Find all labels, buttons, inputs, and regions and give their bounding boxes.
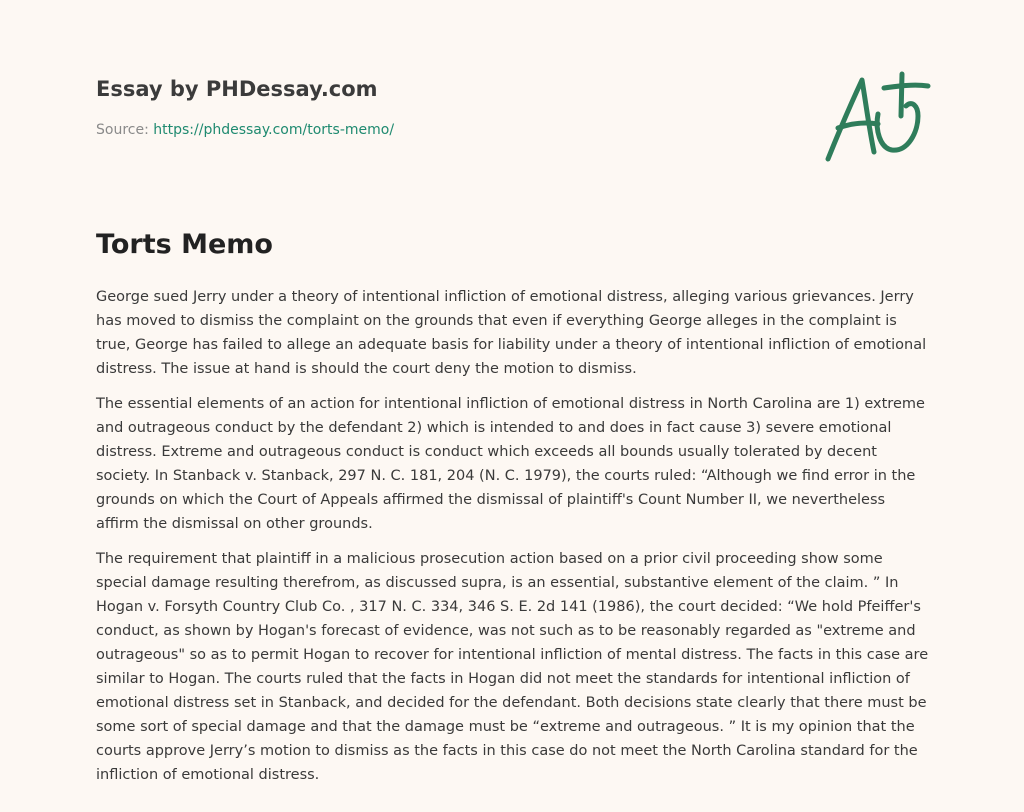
page-title: Torts Memo <box>96 229 273 260</box>
paragraph-2: The essential elements of an action for intentional infliction of emotional distress in North Carolina are 1) extreme and outrageous conduct by the defendant 2) which is intended to and does in fact cause 3) severe emotional distress. Extreme and outrageous conduct is conduct which exceeds all bounds usually tolerated by decent society. In Stanback v. Stanback, 297 N. C. 181, 204 (N. C. 1979), the courts ruled: “Although we find error in the grounds on which the Court of Appeals affirmed the dismissal of plaintiff's Count Number II, we nevertheless affirm the dismissal on other grounds. <box>96 396 925 532</box>
article-body <box>96 285 930 798</box>
source-label: Source: <box>96 122 149 138</box>
paragraph-1: George sued Jerry under a theory of intentional infliction of emotional distress, alleging various grievances. Jerry has moved to dismiss the complaint on the grounds that even if everything George alleges in the complaint is true, George has failed to allege an adequate basis for liability under a theory of intentional infliction of emotional distress. The issue at hand is should the court deny the motion to dismiss. <box>96 289 927 377</box>
source-link[interactable]: https://phdessay.com/torts-memo/ <box>153 122 395 138</box>
paragraph-3: The requirement that plaintiff in a malicious prosecution action based on a prior civil proceeding show some special damage resulting therefrom, as discussed supra, is an essential, substantive element of the claim. ” In Hogan v. Forsyth Country Club Co. , 317 N. C. 334, 346 S. E. 2d 141 (1986), the court decided: “We hold Pfeiffer's conduct, as shown by Hogan's forecast of evidence, was not such as to be reasonably regarded as "extreme and outrageous" so as to permit Hogan to recover for intentional infliction of mental distress. The facts in this case are similar to Hogan. The courts ruled that the facts in Hogan did not meet the standards for intentional infliction of emotional distress set in Stanback, and decided for the defendant. Both decisions state clearly that there must be some sort of special damage and that the damage must be “extreme and outrageous. ” It is my opinion that the courts approve Jerry’s motion to dismiss as the facts in this case do not meet the North Carolina standard for the infliction of emotional distress. <box>96 551 929 783</box>
a-plus-logo-icon <box>822 66 932 166</box>
page-header <box>96 74 796 140</box>
source-line <box>96 120 796 140</box>
brand-title: Essay by PHDessay.com <box>96 77 378 101</box>
